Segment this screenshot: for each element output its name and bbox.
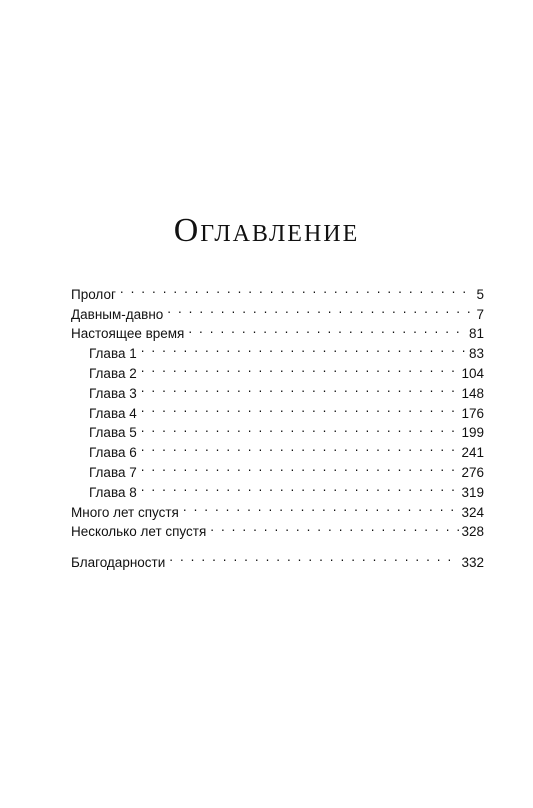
toc-entry-page: 332 — [459, 553, 484, 573]
dot-leader — [141, 338, 467, 358]
toc-entry-page: 83 — [467, 344, 484, 364]
dot-leader — [141, 378, 460, 398]
dot-leader — [141, 437, 460, 457]
toc-entry-page: 176 — [459, 404, 484, 424]
toc-entry-label: Глава 4 — [89, 405, 137, 421]
table-of-contents — [71, 279, 484, 571]
toc-entry-label: Несколько лет спустя — [71, 524, 207, 540]
toc-entry-page: 5 — [474, 285, 484, 305]
toc-entry-page: 328 — [459, 522, 484, 542]
toc-entry-label: Пролог — [71, 286, 116, 302]
dot-leader — [141, 418, 460, 438]
dot-leader — [167, 299, 474, 319]
toc-entry-page: 241 — [459, 443, 484, 463]
toc-entry-label: Глава 8 — [89, 484, 137, 500]
toc-entry-page: 276 — [459, 463, 484, 483]
toc-entry-label: Благодарности — [71, 555, 166, 571]
toc-entry-label: Много лет спустя — [71, 504, 179, 520]
dot-leader — [141, 398, 460, 418]
dot-leader — [141, 358, 460, 378]
toc-entry-page: 148 — [459, 384, 484, 404]
dot-leader — [120, 279, 475, 299]
dot-leader — [141, 477, 460, 497]
toc-entry-page: 7 — [474, 305, 484, 325]
toc-entry-page: 104 — [459, 364, 484, 384]
dot-leader — [141, 457, 460, 477]
toc-entry-label: Глава 2 — [89, 365, 137, 381]
toc-entry-page: 199 — [459, 423, 484, 443]
toc-entry-label: Глава 6 — [89, 445, 137, 461]
toc-entry — [71, 299, 484, 322]
toc-entry-label: Глава 3 — [89, 385, 137, 401]
toc-entry-label: Глава 1 — [89, 346, 137, 362]
page-title: Оглавление — [173, 212, 360, 249]
toc-entry-label: Глава 5 — [89, 425, 137, 441]
toc-entry — [71, 279, 484, 302]
toc-entry — [71, 547, 484, 571]
dot-leader — [188, 319, 467, 339]
toc-entry-label: Настоящее время — [71, 326, 185, 342]
toc-entry-page: 319 — [459, 483, 484, 503]
toc-entry-page: 81 — [467, 324, 484, 344]
dot-leader — [183, 497, 460, 517]
dot-leader — [210, 517, 459, 537]
dot-leader — [169, 547, 459, 567]
toc-entry-label: Давным-давно — [71, 306, 164, 322]
toc-entry-label: Глава 7 — [89, 464, 137, 480]
toc-entry-page: 324 — [459, 503, 484, 523]
